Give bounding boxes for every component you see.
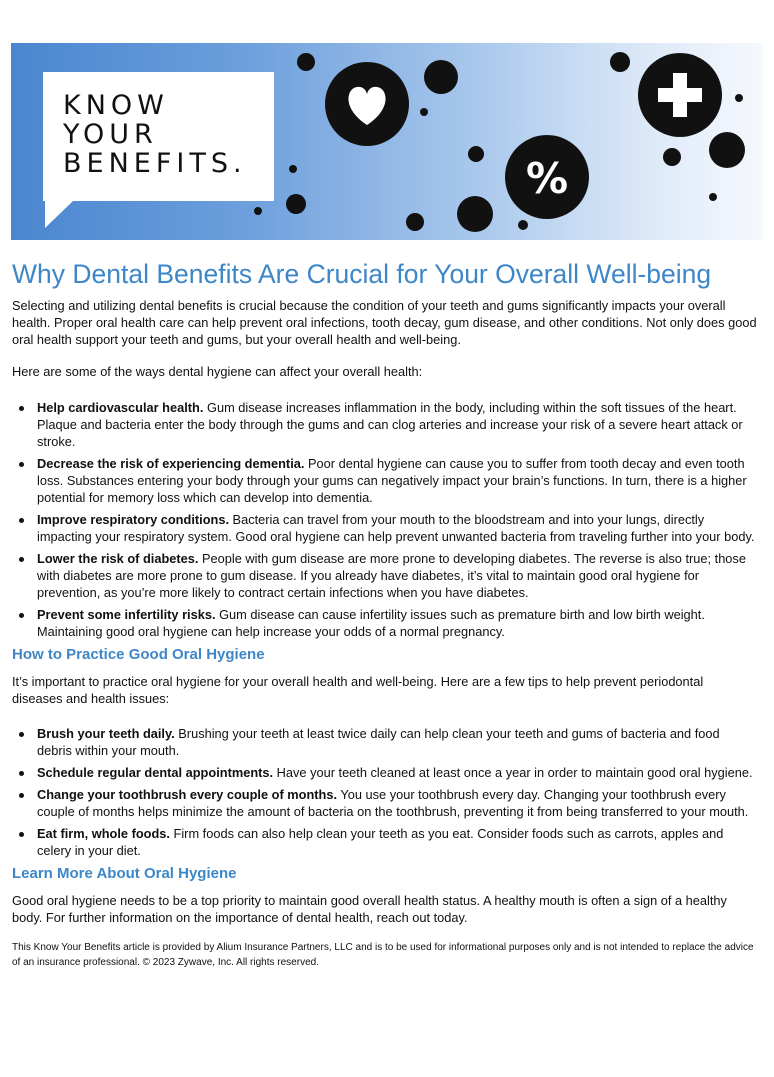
heart-icon	[325, 62, 409, 146]
decor-dot	[663, 148, 681, 166]
list-item-text: Brushing your teeth at least twice daily can help clean your teeth and gums of bacteria and food debris within your mouth.	[37, 726, 720, 758]
page-title: Why Dental Benefits Are Crucial for Your Overall Well-being	[12, 259, 712, 289]
list-item-text: Bacteria can travel from your mouth to the bloodstream and into your lungs, directly impacting your respiratory system. Good oral hygiene can help prevent unwanted bacteria from traveling further into your body.	[37, 512, 755, 544]
list-item-bold: Decrease the risk of experiencing dementia.	[37, 456, 305, 471]
list-item	[37, 825, 757, 859]
hygiene-tips-list	[12, 725, 757, 859]
list-item-bold: Brush your teeth daily.	[37, 726, 175, 741]
practice-heading: How to Practice Good Oral Hygiene	[12, 646, 265, 663]
list-item	[37, 399, 757, 450]
list-item-text: Gum disease increases inflammation in the body, including within the soft tissues of the heart. Plaque and bacteria enter the body through the gums and can clog arteries and increase your risk of a severe heart attack or stroke.	[37, 400, 743, 449]
practice-paragraph: It’s important to practice oral hygiene for your overall health and well-being. Here are a few tips to help prevent periodontal diseases and health issues:	[12, 674, 704, 706]
list-item-bold: Change your toothbrush every couple of months.	[37, 787, 338, 802]
intro-paragraph: Selecting and utilizing dental benefits is crucial because the condition of your teeth and gums significantly impacts your overall health. Proper oral health care can help prevent oral infections, tooth decay, gum disease, and other conditions. Not only does good oral health support your teeth and gums, but your overall health and well-being.	[12, 298, 757, 347]
decor-dot	[420, 108, 428, 116]
list-item-text: You use your toothbrush every day. Changing your toothbrush every couple of months helps minimize the amount of bacteria on the toothbrush, preventing it from being transferred to your mouth.	[37, 787, 749, 819]
list-item-bold: Improve respiratory conditions.	[37, 512, 229, 527]
logo-line-3: BENEFITS.	[63, 148, 247, 179]
learn-more-paragraph: Good oral hygiene needs to be a top priority to maintain good overall health status. A healthy mouth is often a sign of a healthy body. For further information on the importance of dental health, reach out today.	[12, 893, 727, 925]
decor-dot	[735, 94, 743, 102]
list-item-bold: Lower the risk of diabetes.	[37, 551, 199, 566]
svg-text:%: %	[525, 154, 569, 203]
logo-line-1: KNOW	[63, 90, 169, 121]
decor-dot	[457, 196, 493, 232]
logo-line-2: YOUR	[63, 119, 158, 150]
list-item-text: Have your teeth cleaned at least once a year in order to maintain good oral hygiene.	[273, 765, 753, 780]
list-item-bold: Eat firm, whole foods.	[37, 826, 170, 841]
decor-dot	[709, 193, 717, 201]
list-item	[37, 511, 757, 545]
article-body	[12, 258, 757, 970]
decor-dot	[286, 194, 306, 214]
health-effects-list	[12, 399, 757, 640]
decor-dot	[468, 146, 484, 162]
list-item-bold: Schedule regular dental appointments.	[37, 765, 274, 780]
list-item-text: People with gum disease are more prone to developing diabetes. The reverse is also true; those with diabetes are more prone to gum disease. If you already have diabetes, it’s vital to maintain good oral hygiene for prevention, as you’re more likely to contract certain infections when you have diabetes.	[37, 551, 746, 600]
decor-dot	[424, 60, 458, 94]
list-item	[37, 606, 757, 640]
list-item	[37, 455, 757, 506]
decor-dot	[254, 207, 262, 215]
percent-icon	[505, 135, 589, 219]
list-item	[37, 786, 757, 820]
list-item	[37, 550, 757, 601]
list-item	[37, 725, 757, 759]
list-item-bold: Help cardiovascular health.	[37, 400, 204, 415]
list-item-text: Firm foods can also help clean your teeth as you eat. Consider foods such as carrots, apples and celery in your diet.	[37, 826, 724, 858]
decor-dot	[406, 213, 424, 231]
list-item-text: Gum disease can cause infertility issues such as premature birth and low birth weight. Maintaining good oral hygiene can help increase your odds of a normal pregnancy.	[37, 607, 705, 639]
plus-icon	[638, 53, 722, 137]
decor-dot	[297, 53, 315, 71]
decor-dot	[518, 220, 528, 230]
learn-more-heading: Learn More About Oral Hygiene	[12, 865, 237, 882]
list-item	[37, 764, 757, 781]
list-item-text: Poor dental hygiene can cause you to suffer from tooth decay and even tooth loss. Substances entering your body through your gums can negatively impact your brain’s functions. In turn, there is a higher potential for memory loss which can develop into dementia.	[37, 456, 747, 505]
lead-paragraph: Here are some of the ways dental hygiene can affect your overall health:	[12, 364, 423, 379]
list-item-bold: Prevent some infertility risks.	[37, 607, 216, 622]
footer-disclaimer: This Know Your Benefits article is provided by Alium Insurance Partners, LLC and is to be used for informational purposes only and is not intended to replace the advice of an insurance professional. © 2023 Zywave, Inc. All rights reserved.	[12, 942, 754, 968]
decor-dot	[610, 52, 630, 72]
decor-dot	[289, 165, 297, 173]
know-your-benefits-logo	[63, 91, 247, 178]
header-banner	[11, 43, 763, 240]
decor-dot	[709, 132, 745, 168]
